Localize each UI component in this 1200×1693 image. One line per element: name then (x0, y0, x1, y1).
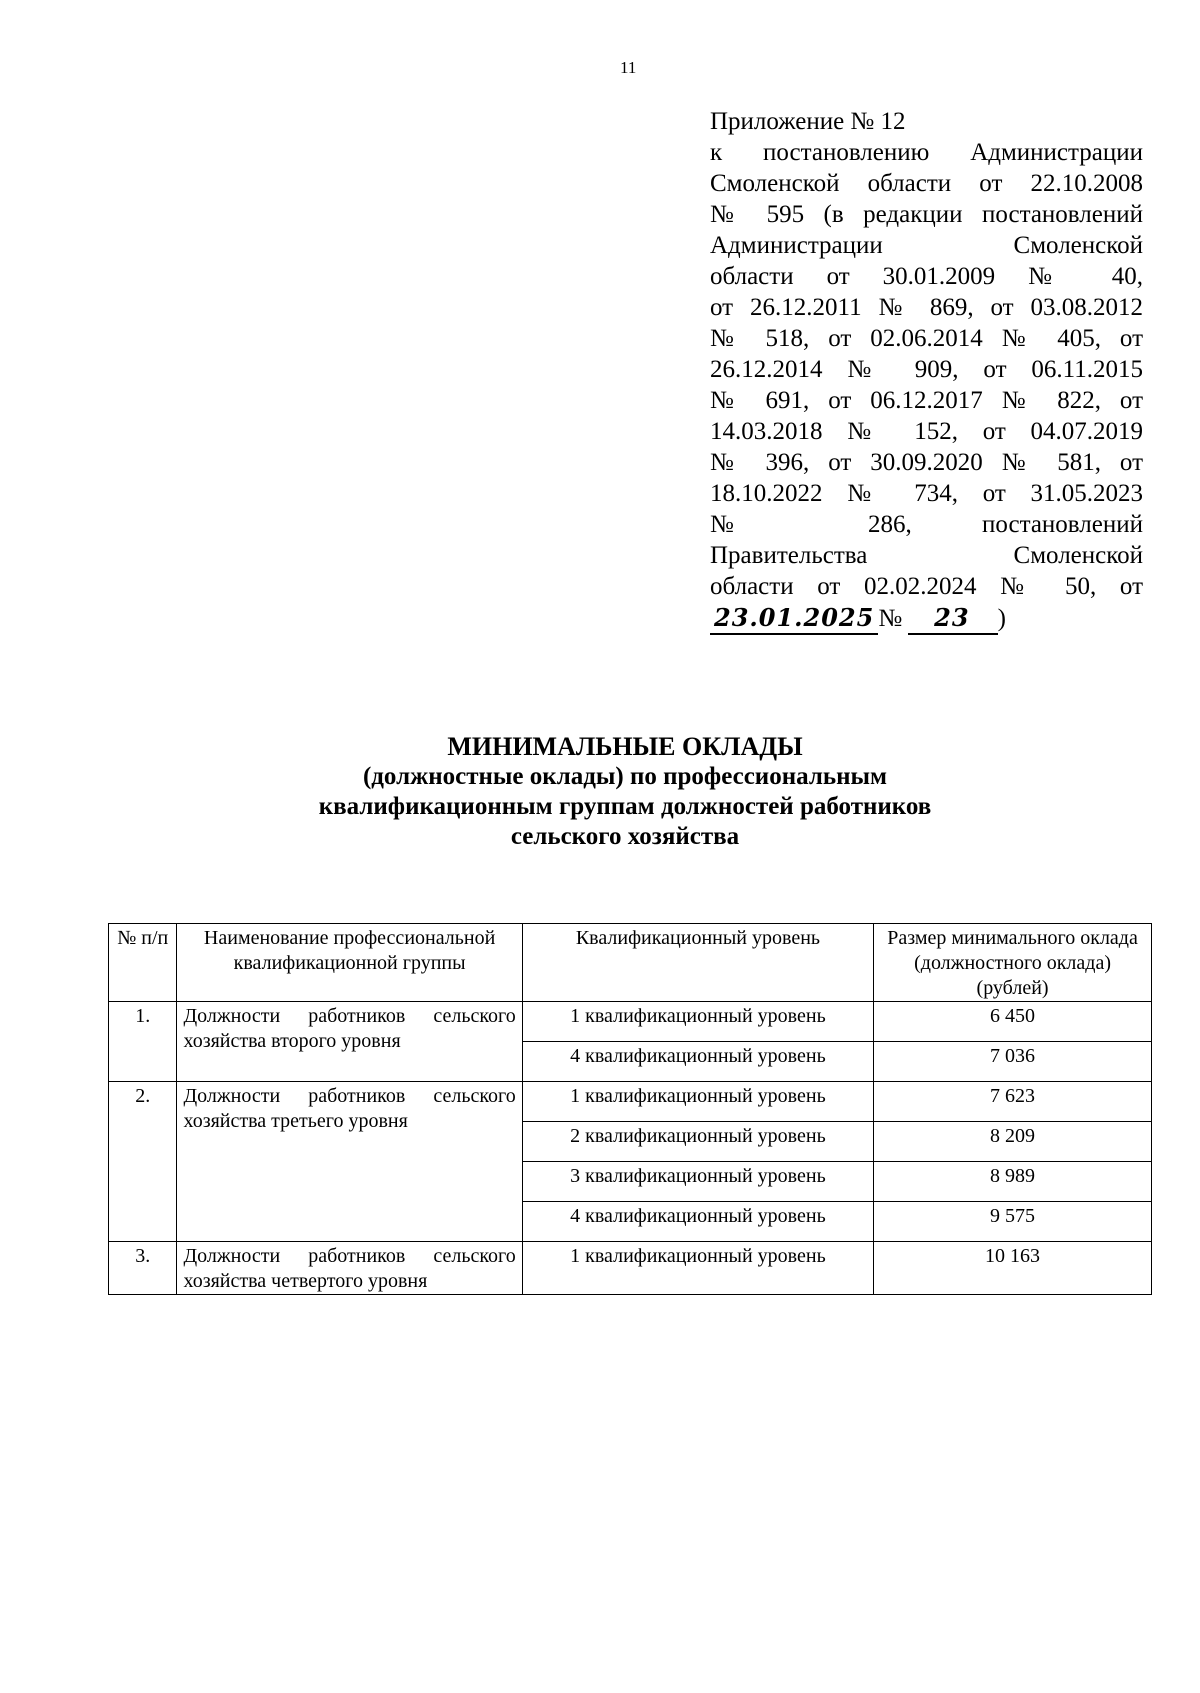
approval-line: № 595 (в редакции постановлений (710, 201, 1143, 228)
group-num: 2. (109, 1082, 177, 1242)
level-cell: 4 квалификационный уровень (522, 1042, 873, 1082)
salary-cell: 10 163 (874, 1242, 1152, 1295)
document-title (150, 732, 1100, 852)
group-name: Должности работников сельского хозяйства четвертого уровня (177, 1242, 522, 1295)
salary-cell: 7 623 (874, 1082, 1152, 1122)
approval-line: Администрации Смоленской (710, 232, 1143, 259)
group-num: 1. (109, 1002, 177, 1082)
approval-line: № 396, от 30.09.2020 № 581, от (710, 449, 1143, 476)
salary-cell: 6 450 (874, 1002, 1152, 1042)
salary-cell: 9 575 (874, 1202, 1152, 1242)
approval-line: области от 30.01.2009 № 40, (710, 263, 1143, 290)
level-cell: 1 квалификационный уровень (522, 1082, 873, 1122)
page-number: 11 (620, 58, 637, 77)
table-header-row (109, 924, 1152, 1002)
salary-cell: 7 036 (874, 1042, 1152, 1082)
handwritten-signature-line (710, 602, 1143, 635)
number-sign: № (878, 605, 903, 632)
level-cell: 1 квалификационный уровень (522, 1002, 873, 1042)
group-name: Должности работников сельского хозяйства второго уровня (177, 1002, 522, 1082)
salary-cell: 8 209 (874, 1122, 1152, 1162)
closing-paren: ) (997, 605, 1006, 632)
approval-line: № 691, от 06.12.2017 № 822, от (710, 387, 1143, 414)
title-line-1: МИНИМАЛЬНЫЕ ОКЛАДЫ (447, 732, 803, 761)
header-num: № п/п (109, 924, 177, 1002)
salary-table (108, 923, 1152, 1295)
level-cell: 3 квалификационный уровень (522, 1162, 873, 1202)
approval-line: Приложение № 12 (710, 108, 906, 135)
salary-cell: 8 989 (874, 1162, 1152, 1202)
title-line-3: квалификационным группам должностей работников (318, 793, 932, 820)
approval-line: № 286, постановлений (710, 511, 1143, 538)
title-line-4: сельского хозяйства (510, 823, 740, 850)
approval-line: области от 02.02.2024 № 50, от (710, 573, 1143, 600)
approval-line: 14.03.2018 № 152, от 04.07.2019 (710, 418, 1143, 445)
table-row (109, 1002, 1152, 1042)
group-num: 3. (109, 1242, 177, 1295)
approval-line: Правительства Смоленской (710, 542, 1143, 569)
approval-line: 26.12.2014 № 909, от 06.11.2015 (710, 356, 1143, 383)
table-row (109, 1082, 1152, 1122)
approval-line: № 518, от 02.06.2014 № 405, от (710, 325, 1143, 352)
level-cell: 2 квалификационный уровень (522, 1122, 873, 1162)
header-salary: Размер минимального оклада (должностного оклада) (рублей) (874, 924, 1152, 1002)
level-cell: 1 квалификационный уровень (522, 1242, 873, 1295)
table-row (109, 1242, 1152, 1295)
group-name: Должности работников сельского хозяйства третьего уровня (177, 1082, 522, 1242)
approval-line: от 26.12.2011 № 869, от 03.08.2012 (710, 294, 1143, 321)
level-cell: 4 квалификационный уровень (522, 1202, 873, 1242)
header-group: Наименование профессиональной квалификационной группы (177, 924, 522, 1002)
handwritten-number: 23 (908, 602, 997, 635)
handwritten-date: 23.01.2025 (710, 602, 878, 635)
approval-line: Смоленской области от 22.10.2008 (710, 170, 1143, 197)
approval-block (710, 106, 1143, 635)
approval-line: к постановлению Администрации (710, 139, 1143, 166)
header-level: Квалификационный уровень (522, 924, 873, 1002)
title-line-2: (должностные оклады) по профессиональным (362, 763, 888, 790)
approval-line: 18.10.2022 № 734, от 31.05.2023 (710, 480, 1143, 507)
